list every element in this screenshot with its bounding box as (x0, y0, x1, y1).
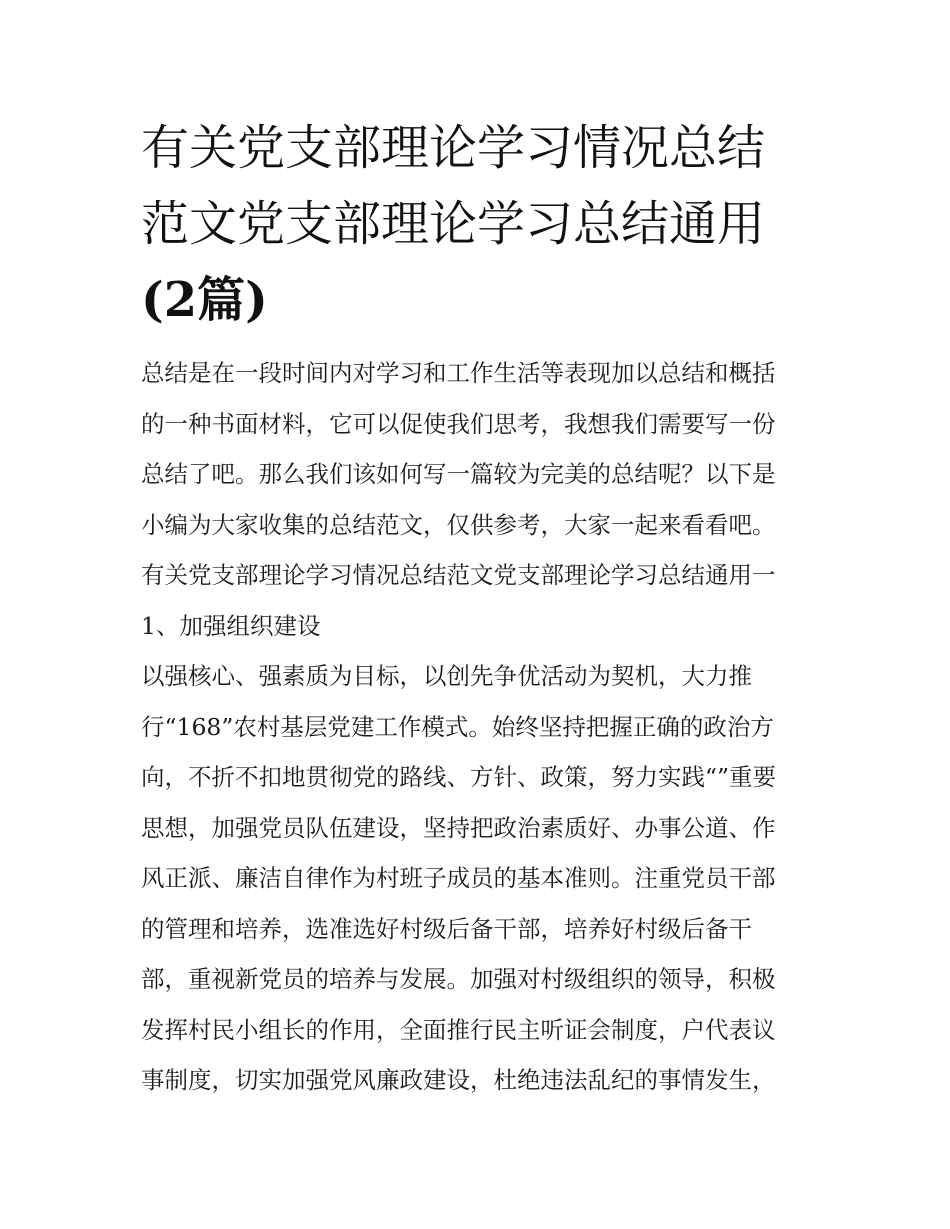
document-body (141, 348, 811, 1106)
body-line: 小编为大家收集的总结范文，仅供参考，大家一起来看看吧。 (141, 510, 776, 539)
body-line: 发挥村民小组长的作用，全面推行民主听证会制度，户代表议 (141, 1015, 776, 1044)
title-line: 范文党支部理论学习总结通用 (141, 196, 766, 252)
document-content (141, 110, 811, 1106)
body-line: 总结是在一段时间内对学习和工作生活等表现加以总结和概括 (141, 359, 776, 387)
body-line: 思想，加强党员队伍建设，坚持把政治素质好、办事公道、作 (141, 813, 776, 842)
body-line: 总结了吧。那么我们该如何写一篇较为完美的总结呢？以下是 (141, 460, 776, 488)
body-line: 向，不折不扣地贯彻党的路线、方针、政策，努力实践“”重要 (141, 763, 777, 791)
document-title (141, 110, 811, 338)
body-line: 有关党支部理论学习情况总结范文党支部理论学习总结通用一 (141, 561, 776, 589)
body-line: 部，重视新党员的培养与发展。加强对村级组织的领导，积极 (141, 965, 776, 993)
body-line: 的管理和培养，选准选好村级后备干部，培养好村级后备干 (141, 914, 752, 943)
body-line: 风正派、廉洁自律作为村班子成员的基本准则。注重党员干部 (141, 864, 776, 892)
body-line: 以强核心、强素质为目标，以创先争优活动为契机，大力推 (141, 662, 752, 690)
body-line: 事制度，切实加强党风廉政建设，杜绝违法乱纪的事情发生， (141, 1066, 776, 1094)
body-line: 行“168”农村基层党建工作模式。始终坚持把握正确的政治方 (141, 712, 774, 741)
section-heading: 1、加强组织建设 (141, 611, 321, 640)
title-line: 有关党支部理论学习情况总结 (141, 120, 766, 176)
title-line: (2篇) (141, 272, 268, 328)
body-line: 的一种书面材料，它可以促使我们思考，我想我们需要写一份 (141, 409, 776, 438)
